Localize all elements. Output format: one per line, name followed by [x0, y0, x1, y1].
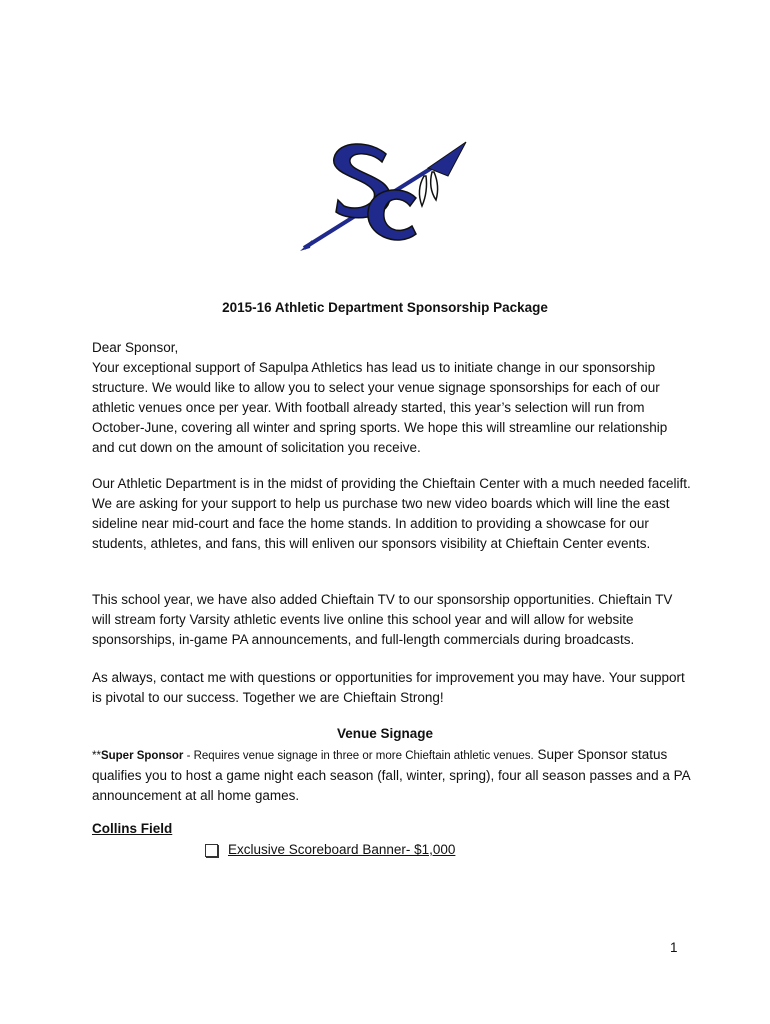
super-sponsor-benefits: Super Sponsor status qualifies you to host a game night each season (fall, winter, spring), four all season passes and a PA announcement at all home games.	[92, 747, 690, 803]
super-sponsor-requirement: - Requires venue signage in three or more Chieftain athletic venues.	[183, 750, 534, 762]
super-sponsor-prefix: **	[92, 750, 101, 762]
paragraph-chieftain-tv: This school year, we have also added Chieftain TV to our sponsorship opportunities. Chieftain TV will stream forty Varsity athletic events live online this school year and will allow for website sponsorships, in-game PA announcements, and full-length commercials during broadcasts.	[92, 592, 673, 647]
paragraph-support: Your exceptional support of Sapulpa Athletics has lead us to initiate change in our sponsorship structure. We would like to allow you to select your venue signage sponsorships for each of our athletic venues once per year. With football already started, this year’s selection will run from October-June, covering all winter and spring sports. We hope this will streamline our relationship and cut down on the amount of solicitation you receive.	[92, 360, 668, 455]
paragraph-closing: As always, contact me with questions or opportunities for improvement you may have. Your support is pivotal to our success. Together we are Chieftain Strong!	[92, 670, 685, 705]
scoreboard-banner-option[interactable]	[205, 840, 455, 860]
venue-signage-heading: Venue Signage	[336, 726, 434, 741]
salutation: Dear Sponsor,	[92, 340, 179, 355]
super-sponsor-label: Super Sponsor	[100, 750, 184, 762]
option-label: Exclusive Scoreboard Banner- $1,000	[228, 842, 456, 857]
checkbox-icon[interactable]	[205, 844, 218, 857]
page-number: 1	[670, 940, 678, 955]
collins-field-heading: Collins Field	[92, 821, 173, 836]
sc-spear-logo-icon	[298, 136, 470, 252]
paragraph-chieftain-center: Our Athletic Department is in the midst of providing the Chieftain Center with a much needed facelift. We are asking for your support to help us purchase two new video boards which will line the east sideline near mid-court and face the home stands. In addition to providing a showcase for our students, athletes, and fans, this will enliven our sponsors visibility at Chieftain Center events.	[92, 476, 691, 551]
page-title: 2015-16 Athletic Department Sponsorship Package	[222, 300, 548, 315]
super-sponsor-description	[92, 745, 692, 806]
